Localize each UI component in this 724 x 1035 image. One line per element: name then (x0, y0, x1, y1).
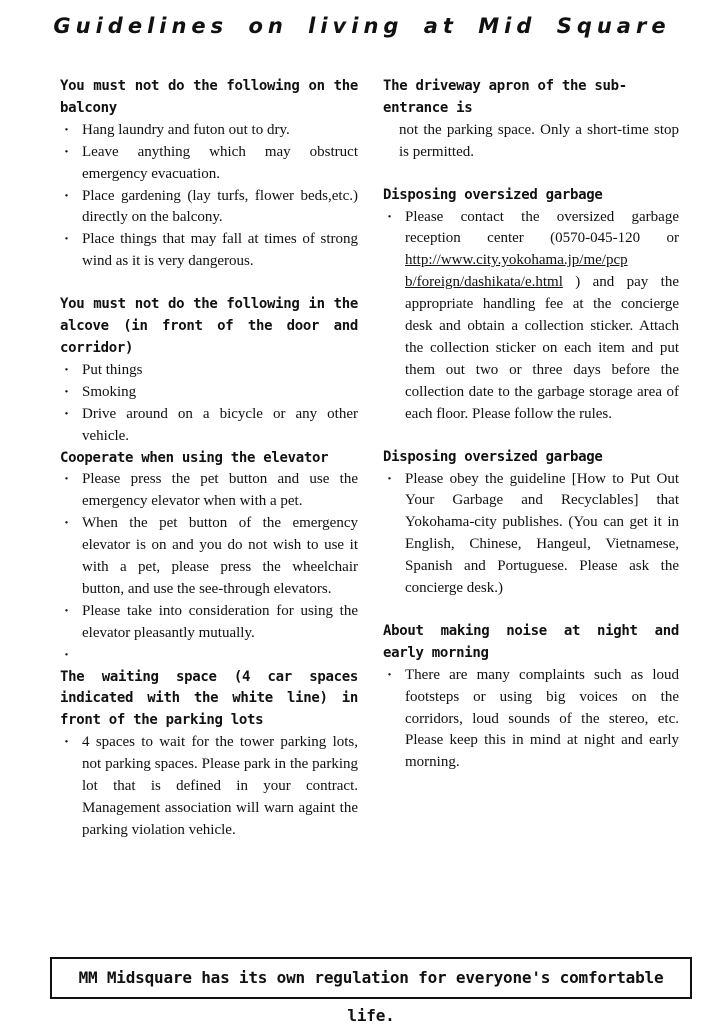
driveway-section (383, 76, 679, 164)
list-item: · Please obey the guideline [How to Put Out Your Garbage and Recyclables] that Yokohama-city publishes. (You can get it in English, Chinese, Hangeul, Vietnamese, Spanish and Portuguese. Please ask the concierge desk.) (383, 469, 679, 600)
balcony-heading: You must not do the following on the balcony (60, 78, 358, 116)
list-item: · Please press the pet button and use the emergency elevator when with a pet. (60, 469, 358, 513)
list-item: · Smoking (60, 382, 358, 404)
balcony-list (60, 120, 358, 273)
waiting-section (60, 667, 358, 842)
list-item: · 4 spaces to wait for the tower parking lots, not parking spaces. Please park in the parking lot that is defined in your contract. Management association will warn againt the parking violation vehicle. (60, 732, 358, 842)
garbage-guideline-heading: Disposing oversized garbage (383, 448, 603, 465)
list-item: · Drive around on a bicycle or any other vehicle. (60, 404, 358, 448)
alcove-section (60, 294, 358, 447)
oversized-text-1: Please contact the oversized garbage reception center (0570-045-120 or (405, 208, 679, 247)
noise-list (383, 665, 679, 775)
footer-notice: MM Midsquare has its own regulation for everyone's comfortable life. (50, 957, 692, 999)
alcove-heading: You must not do the following in the alcove (in front of the door and corridor) (60, 296, 358, 356)
list-item: · Leave anything which may obstruct emergency evacuation. (60, 142, 358, 186)
right-column (383, 76, 679, 774)
noise-heading: About making noise at night and early morning (383, 622, 679, 661)
garbage-guideline-section (383, 447, 679, 600)
garbage-guideline-list (383, 469, 679, 600)
oversized-list (383, 207, 679, 426)
list-item: · When the pet button of the emergency elevator is on and you do not wish to use it with a pet, please press the wheelchair button, and use the see-through elevators. (60, 513, 358, 601)
yokohama-link[interactable]: http://www.city.yokohama.jp/me/pcp b/foreign/dashikata/e.html (405, 252, 628, 291)
elevator-section (60, 448, 358, 667)
oversized-heading: Disposing oversized garbage (383, 186, 603, 203)
waiting-heading: The waiting space (4 car spaces indicated with the white line) in front of the parking lots (60, 668, 358, 729)
list-item: · Place things that may fall at times of strong wind as it is very dangerous. (60, 229, 358, 273)
left-column (60, 76, 358, 842)
driveway-text: not the parking space. Only a short-time stop is permitted. (399, 121, 679, 160)
list-item: · Place gardening (lay turfs, flower beds,etc.) directly on the balcony. (60, 186, 358, 230)
list-item: · Please take into consideration for using the elevator pleasantly mutually. (60, 601, 358, 645)
list-item: · Put things (60, 360, 358, 382)
noise-section (383, 621, 679, 774)
balcony-section (60, 76, 358, 273)
oversized-text-2: ) and pay the appropriate handling fee at the concierge desk and obtain a collection sticker. Attach the collection sticker on each item and put them out two or three days before the collection date to the garbage storage area of each floor. Please follow the rules. (405, 274, 679, 422)
waiting-list (60, 732, 358, 842)
elevator-list (60, 469, 358, 666)
page-title: Guidelines on living at Mid Square (53, 14, 671, 38)
list-item: · There are many complaints such as loud footsteps or using big voices on the corridors, loud sounds of the stereo, etc. Please keep this in mind at night and early morning. (383, 665, 679, 775)
elevator-heading: Cooperate when using the elevator (60, 449, 329, 466)
oversized-section (383, 185, 679, 426)
list-item (60, 645, 358, 667)
list-item: · Hang laundry and futon out to dry. (60, 120, 358, 142)
alcove-list (60, 360, 358, 448)
list-item (383, 207, 679, 426)
driveway-heading: The driveway apron of the sub-entrance is (383, 78, 627, 116)
